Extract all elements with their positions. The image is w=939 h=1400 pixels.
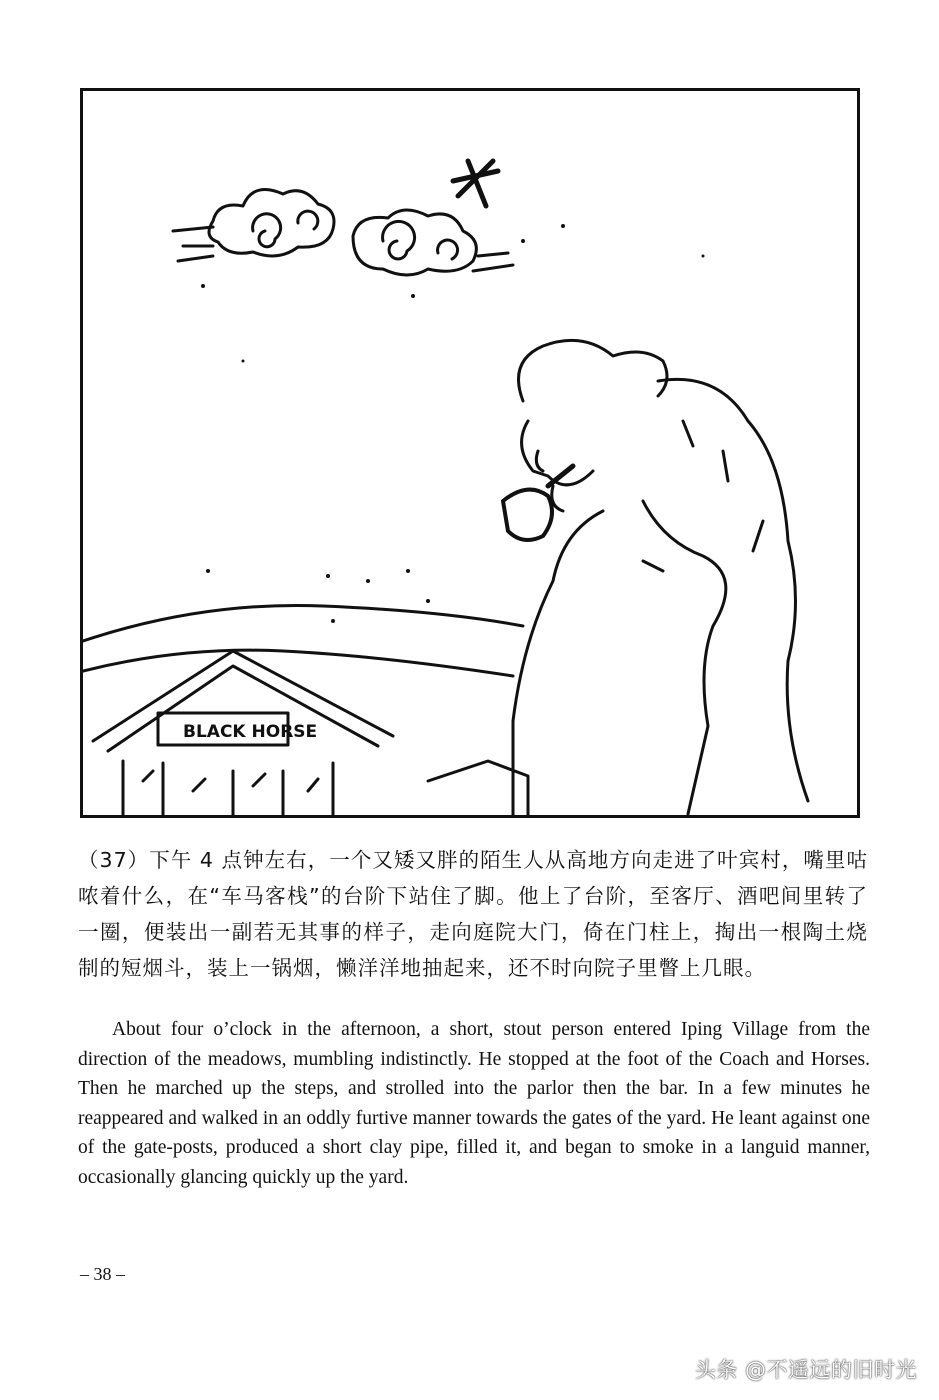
inn-sign-text: BLACK HORSE: [183, 722, 318, 742]
hill-front: [83, 650, 513, 676]
page-number: – 38 –: [80, 1264, 125, 1284]
hill-back: [83, 605, 523, 641]
star-mark: [453, 161, 498, 206]
english-caption: About four o’clock in the afternoon, a short, stout person entered Iping Village from the direction of the meadows, mumbling indistinctly. He stopped at the foot of the Coach and Horses. Then he marched up the steps, and strolled into the parlor then the bar. In a few minutes he reappeared and walked in an oddly furtive manner towards the gates of the yard. He leant against one of the gate-posts, produced a short clay pipe, filled it, and began to smoke in a languid manner, occasionally glancing quickly up the yard.: [78, 1019, 870, 1188]
ink-dots: [201, 224, 705, 623]
cloud-right: [353, 210, 513, 275]
illustration-drawing: [83, 91, 857, 815]
book-illustration: [80, 88, 860, 818]
stranger-figure: [503, 340, 808, 815]
cloud-left: [173, 190, 334, 261]
chinese-caption: （37）下午 4 点钟左右，一个又矮又胖的陌生人从高地方向走进了叶宾村，嘴里咕哝着什么，在“车马客栈”的台阶下站住了脚。他上了台阶，至客厅、酒吧间里转了一圈，便装出一副若无其事的样子，走向庭院大门，倚在门柱上，掏出一根陶土烧制的短烟斗，装上一锅烟，懒洋洋地抽起来，还不时向院子里瞥上几眼。: [78, 848, 868, 980]
watermark: 头条 @不遥远的旧时光: [694, 1358, 917, 1382]
